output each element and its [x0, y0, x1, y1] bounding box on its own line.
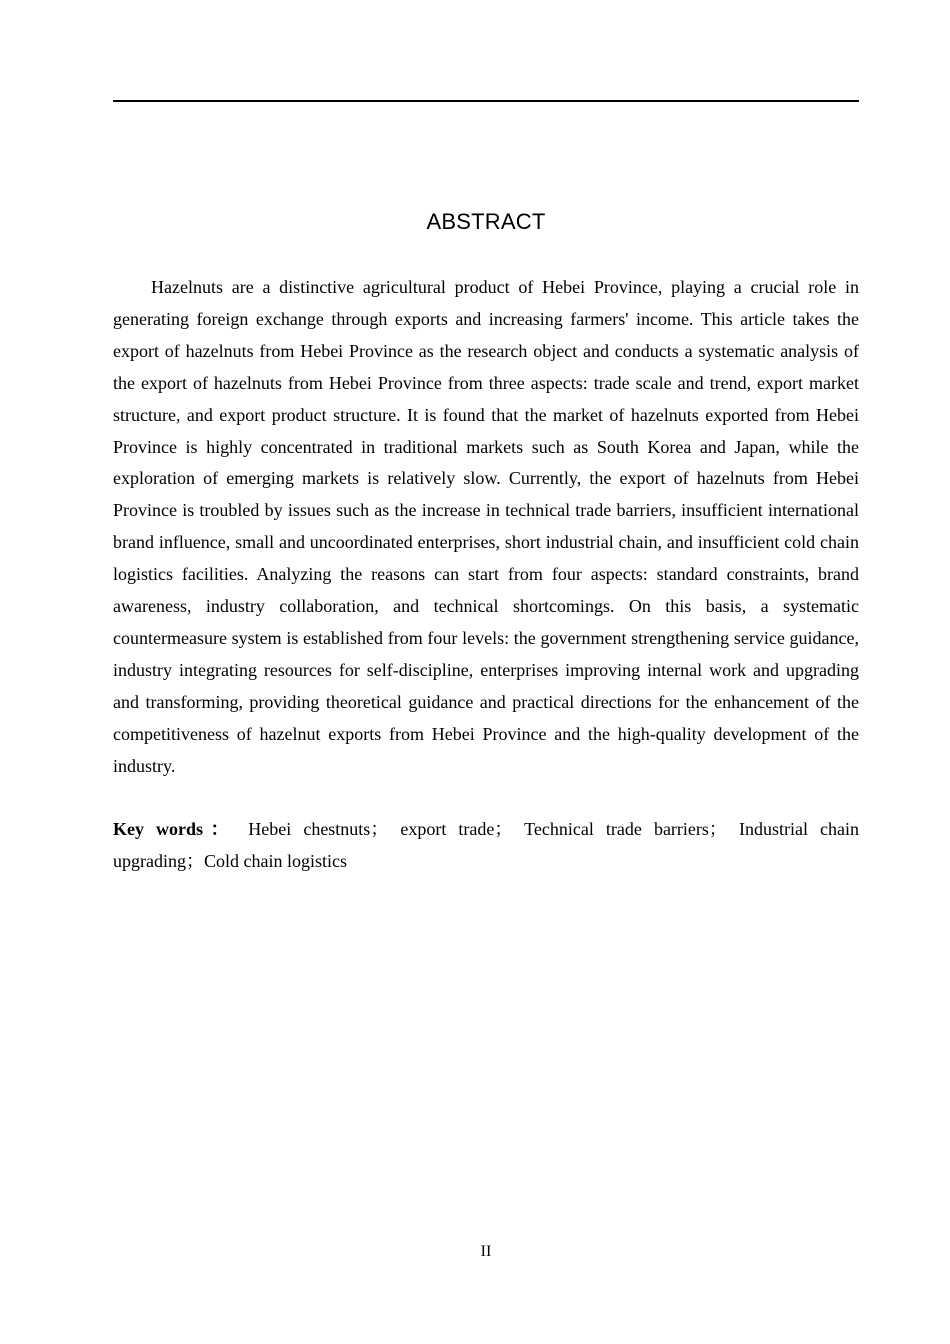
keywords-text: Hebei chestnuts； export trade； Technical trade barriers； Industrial chain upgrading；Cold chain logistics: [113, 819, 860, 871]
abstract-body: Hazelnuts are a distinctive agricultural product of Hebei Province, playing a crucial role in generating foreign exchange through exports and increasing farmers' income. This article takes the export of hazelnuts from Hebei Province as the research object and conducts a systematic analysis of the export of hazelnuts from Hebei Province from three aspects: trade scale and trend, export market structure, and export product structure. It is found that the market of hazelnuts exported from Hebei Province is highly concentrated in traditional markets such as South Korea and Japan, while the exploration of emerging markets is relatively slow. Currently, the export of hazelnuts from Hebei Province is troubled by issues such as the increase in technical trade barriers, insufficient international brand influence, small and uncoordinated enterprises, short industrial chain, and insufficient cold chain logistics facilities. Analyzing the reasons can start from four aspects: standard constraints, brand awareness, industry collaboration, and technical shortcomings. On this basis, a systematic countermeasure system is established from four levels: the government strengthening service guidance, industry integrating resources for self-discipline, enterprises improving internal work and upgrading and transforming, providing theoretical guidance and practical directions for the enhancement of the competitiveness of hazelnut exports from Hebei Province and the high-quality development of the industry.: [113, 277, 859, 776]
page-number: II: [480, 1243, 492, 1260]
keywords-label: Key words：: [113, 819, 237, 839]
abstract-title: ABSTRACT: [426, 209, 546, 234]
header-rule: [113, 100, 859, 102]
keywords-paragraph: [113, 814, 859, 878]
